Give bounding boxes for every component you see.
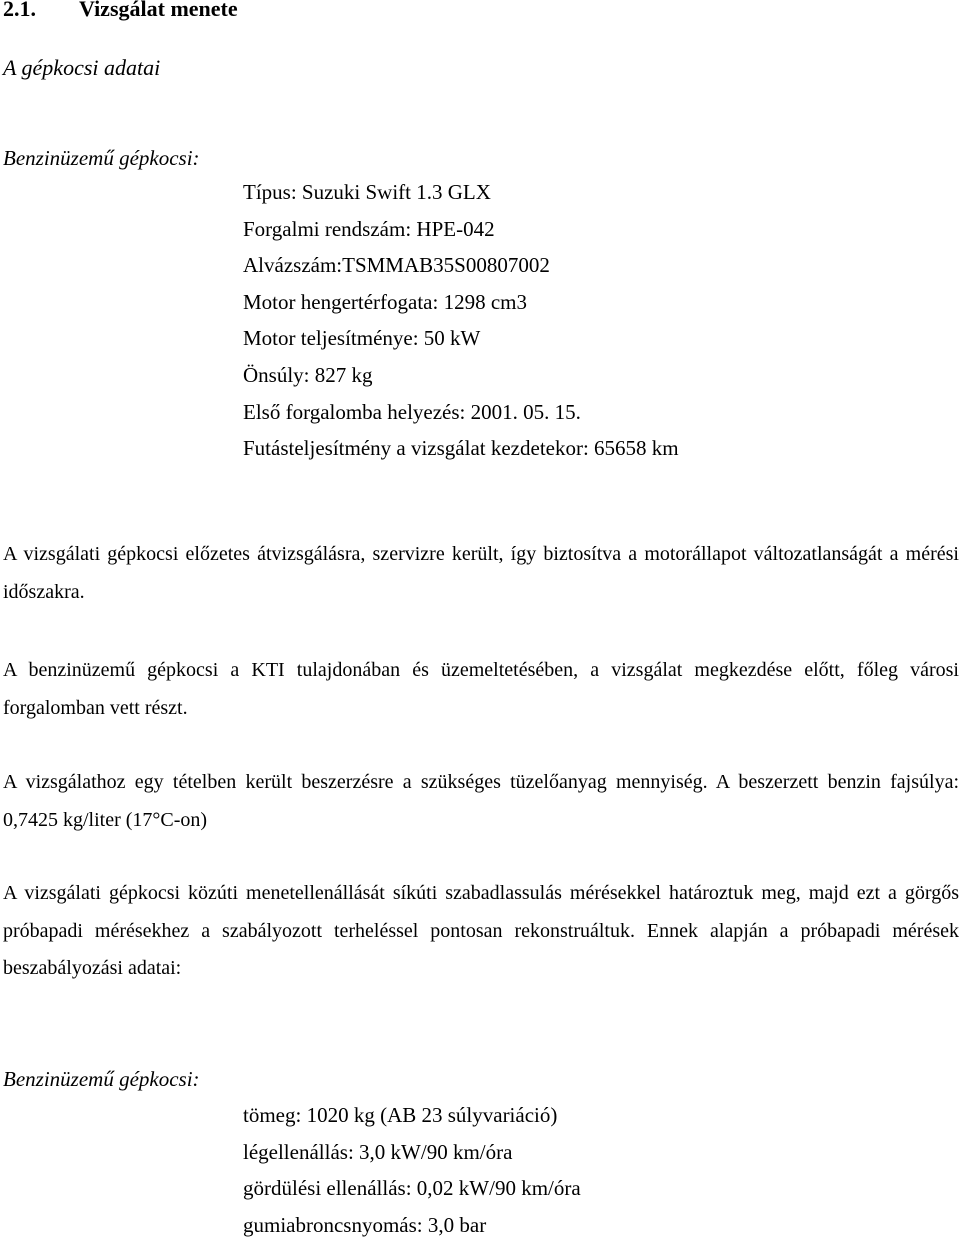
paragraph-inspection: A vizsgálati gépkocsi előzetes átvizsgálásra, szervizre került, így biztosítva a motorállapot változatlanságát a mérési időszakra. — [3, 543, 959, 603]
section-title: Vizsgálat menete — [79, 0, 238, 21]
spec-item: Motor teljesítménye: 50 kW — [243, 326, 481, 351]
spec-item: Futásteljesítmény a vizsgálat kezdetekor: 65658 km — [243, 436, 679, 461]
dyno-label: Benzinüzemű gépkocsi: — [3, 1067, 200, 1091]
vehicle-spec-list — [243, 174, 679, 467]
dyno-settings-list — [243, 1097, 581, 1243]
spec-item: Típus: Suzuki Swift 1.3 GLX — [243, 180, 491, 204]
vehicle-label: Benzinüzemű gépkocsi: — [3, 146, 200, 170]
section-number: 2.1. — [3, 0, 36, 21]
subtitle: A gépkocsi adatai — [3, 55, 161, 80]
spec-item: Alvázszám:TSMMAB35S00807002 — [243, 253, 550, 278]
dyno-setting-item: gördülési ellenállás: 0,02 kW/90 km/óra — [243, 1176, 581, 1201]
paragraph-ownership: A benzinüzemű gépkocsi a KTI tulajdonában és üzemeltetésében, a vizsgálat megkezdése előtt, főleg városi forgalomban vett részt. — [3, 659, 959, 719]
dyno-setting-item: légellenállás: 3,0 kW/90 km/óra — [243, 1139, 513, 1164]
dyno-setting-item: gumiabroncsnyomás: 3,0 bar — [243, 1212, 487, 1237]
paragraph-fuel: A vizsgálathoz egy tételben került beszerzésre a szükséges tüzelőanyag mennyiség. A beszerzett benzin fajsúlya: 0,7425 kg/liter (17°C-on) — [3, 771, 959, 831]
spec-item: Forgalmi rendszám: HPE-042 — [243, 216, 495, 241]
paragraph-resistance: A vizsgálati gépkocsi közúti menetellenállását síkúti szabadlassulás mérésekkel határoztuk meg, majd ezt a görgős próbapadi mérésekhez a szabályozott terheléssel pontosan rekonstruáltuk. Ennek alapján a próbapadi mérések beszabályozási adatai: — [3, 882, 959, 979]
spec-item: Önsúly: 827 kg — [243, 362, 373, 387]
dyno-setting-item: tömeg: 1020 kg (AB 23 súlyvariáció) — [243, 1103, 558, 1127]
spec-item: Motor hengertérfogata: 1298 cm3 — [243, 289, 527, 314]
spec-item: Első forgalomba helyezés: 2001. 05. 15. — [243, 399, 581, 424]
section-heading — [3, 0, 238, 22]
